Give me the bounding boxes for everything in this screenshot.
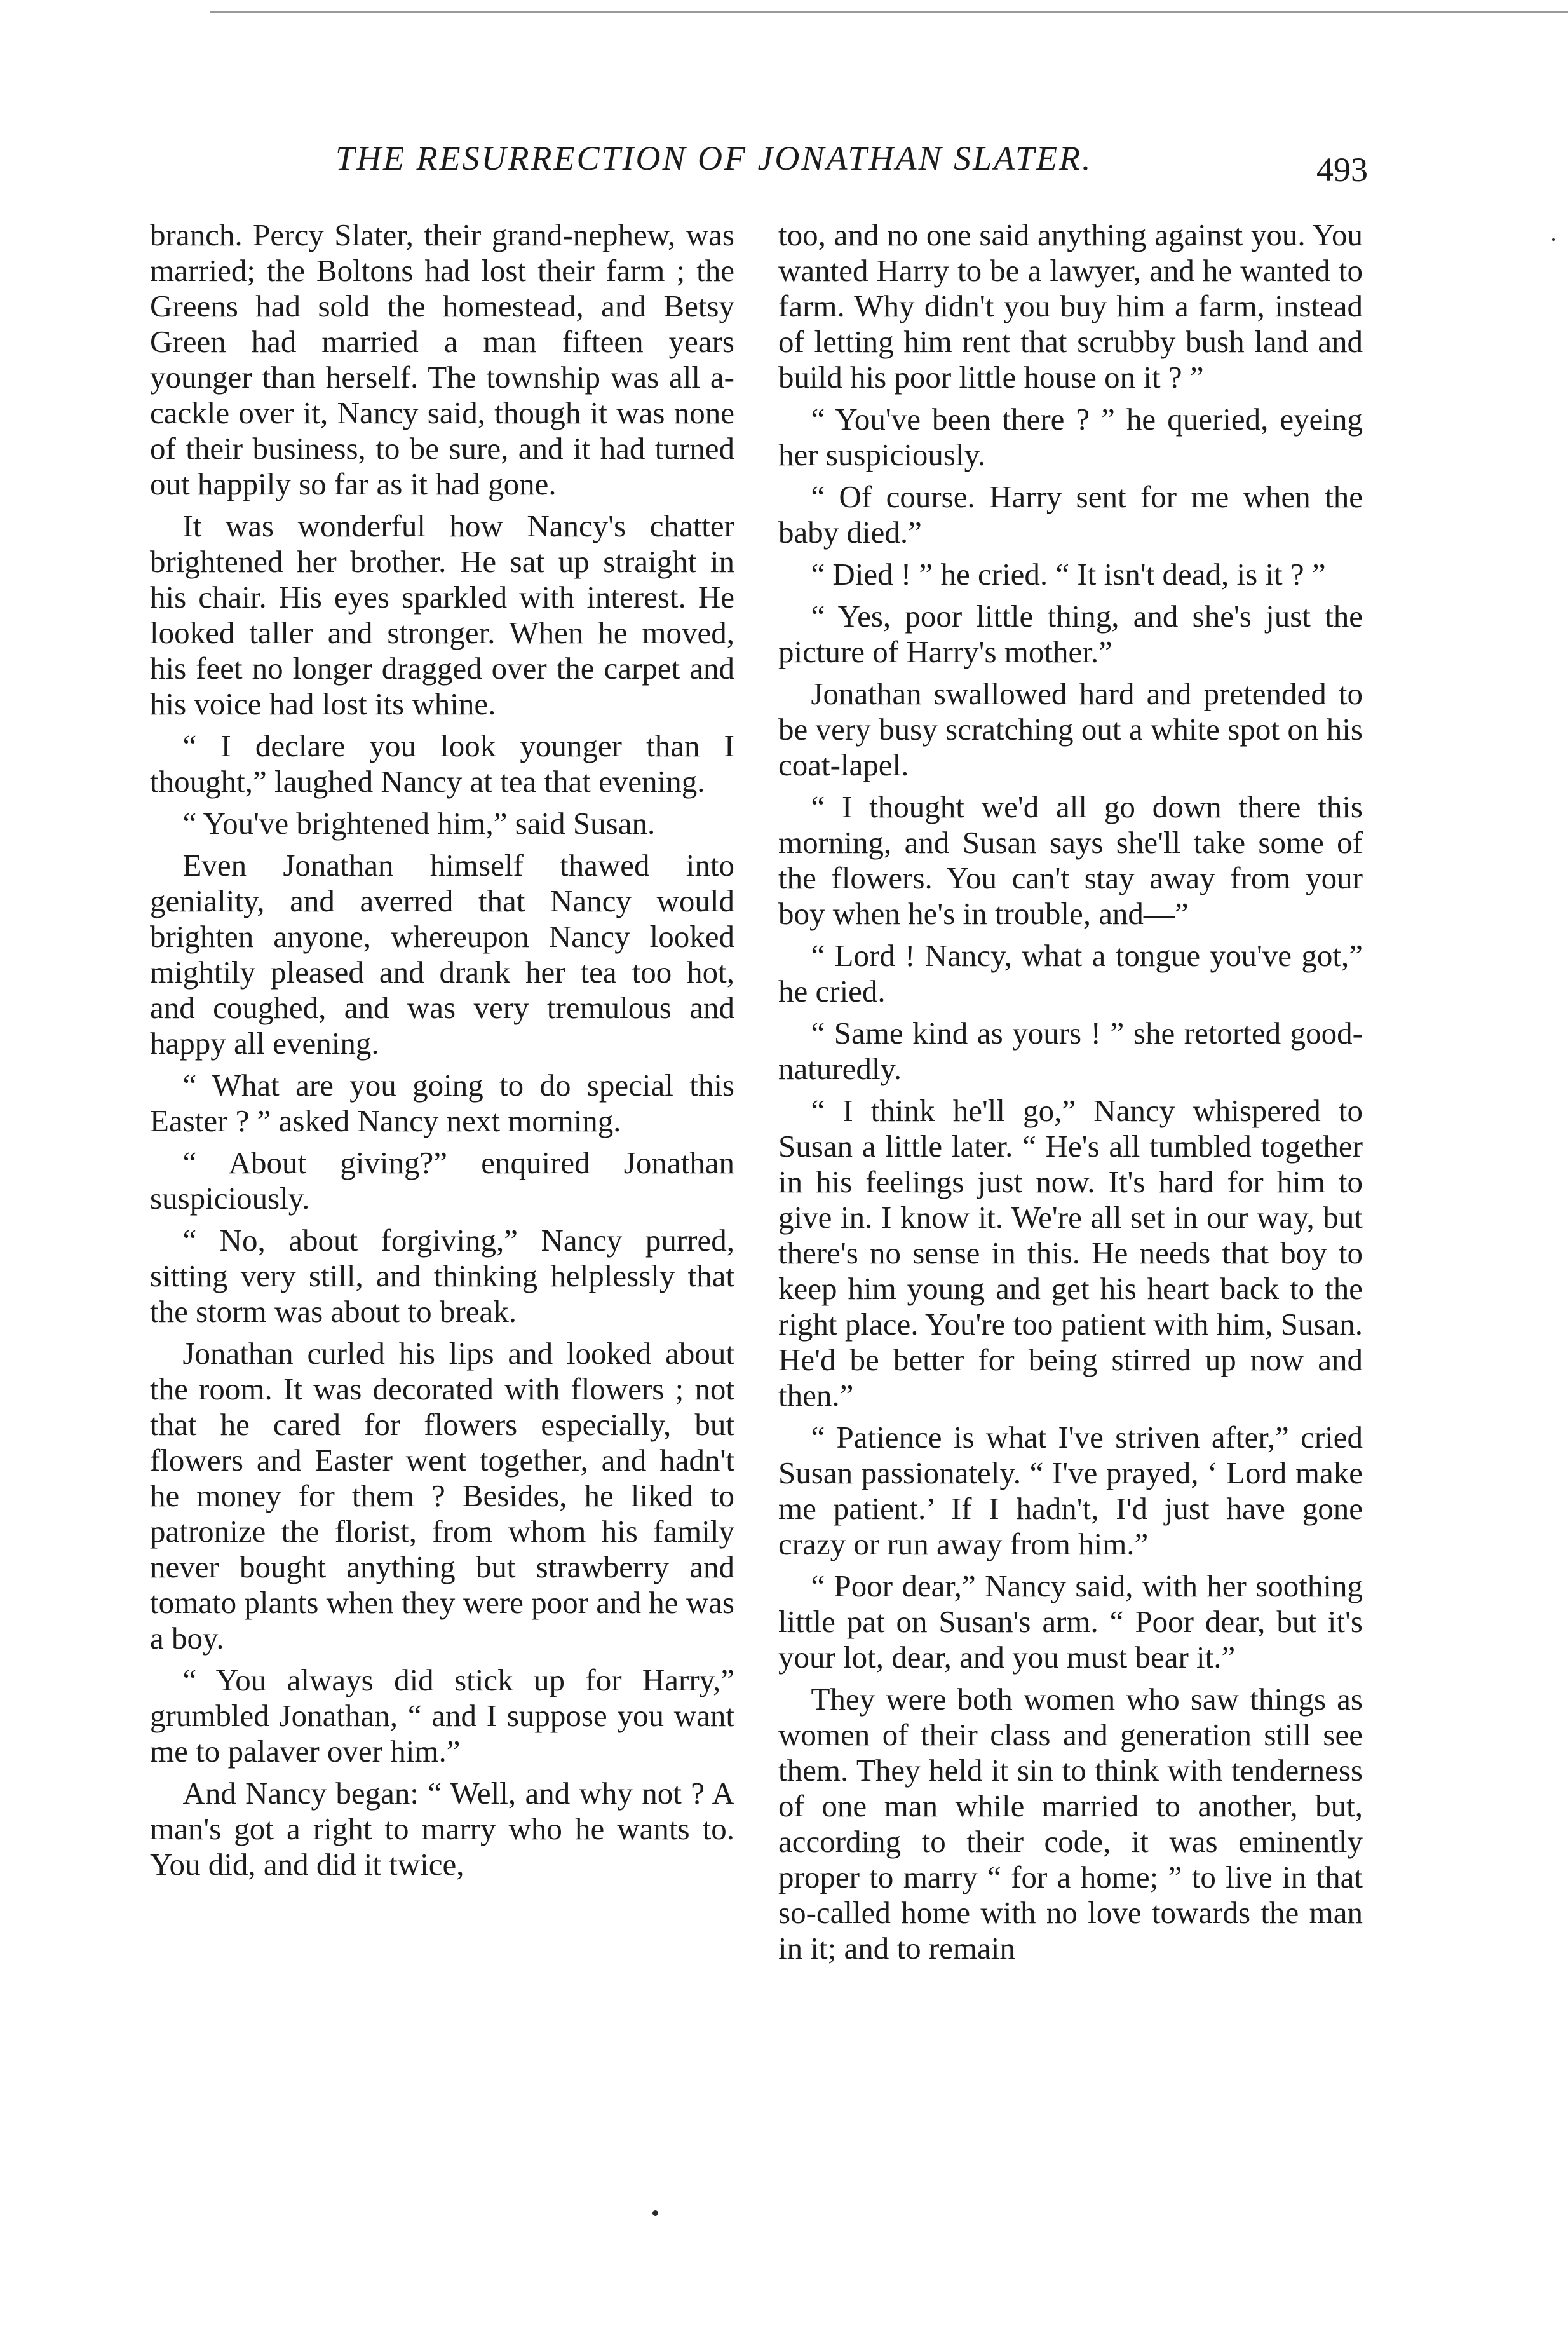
paragraph: “ I think he'll go,” Nancy whispered to Susan a little later. “ He's all tumbled together in his feelings just now. It's hard for him to give in. I know it. We're all set in our way, but there's no sense in this. He needs that boy to keep him young and get his heart back to the right place. You're too patient with him, Susan. He'd be better for being stirred up now and then.” bbox=[778, 1093, 1363, 1413]
paragraph: “ Same kind as yours ! ” she retorted good-naturedly. bbox=[778, 1016, 1363, 1086]
paragraph: too, and no one said anything against you. You wanted Harry to be a lawyer, and he wanted to farm. Why didn't you buy him a farm, instead of letting him rent that scrubby bush land and build his poor little house on it ? ” bbox=[778, 217, 1363, 395]
paragraph: “ Yes, poor little thing, and she's just the picture of Harry's mother.” bbox=[778, 599, 1363, 669]
running-head-title: THE RESURRECTION OF JONATHAN SLATER. bbox=[335, 139, 1093, 177]
paragraph: Even Jonathan himself thawed into geniality, and averred that Nancy would brighten anyone, whereupon Nancy looked mightily pleased and drank her tea too hot, and coughed, and was very tremulous and happy all evening. bbox=[150, 848, 734, 1061]
ink-speck bbox=[1552, 238, 1555, 241]
ink-speck bbox=[652, 2210, 658, 2216]
paragraph: “ What are you going to do special this Easter ? ” asked Nancy next morning. bbox=[150, 1068, 734, 1138]
paragraph: They were both women who saw things as women of their class and generation still see them. They held it sin to think with tenderness of one man while married to another, but, according to their code, it was eminently proper to marry “ for a home; ” to live in that so-called home with no love towards the man in it; and to remain bbox=[778, 1682, 1363, 1966]
paragraph: “ No, about forgiving,” Nancy purred, sitting very still, and thinking helplessly that the storm was about to break. bbox=[150, 1223, 734, 1329]
paragraph: “ I declare you look younger than I thought,” laughed Nancy at tea that evening. bbox=[150, 728, 734, 799]
paragraph: “ You always did stick up for Harry,” grumbled Jonathan, “ and I suppose you want me to palaver over him.” bbox=[150, 1663, 734, 1769]
paragraph: It was wonderful how Nancy's chatter brightened her brother. He sat up straight in his chair. His eyes sparkled with interest. He looked taller and stronger. When he moved, his feet no longer dragged over the carpet and his voice had lost its whine. bbox=[150, 508, 734, 721]
paragraph: “ You've brightened him,” said Susan. bbox=[182, 806, 656, 841]
paragraph: And Nancy began: “ Well, and why not ? A man's got a right to marry who he wants to. You did, and did it twice, bbox=[150, 1776, 734, 1882]
paragraph: “ Died ! ” he cried. “ It isn't dead, is it ? ” bbox=[811, 557, 1326, 592]
paragraph: “ Patience is what I've striven after,” cried Susan passionately. “ I've prayed, ‘ Lord make me patient.’ If I hadn't, I'd just have gone crazy or run away from him.” bbox=[778, 1420, 1363, 1561]
paragraph: Jonathan curled his lips and looked about the room. It was decorated with flowers ; not that he cared for flowers especially, but flowers and Easter went together, and hadn't he money for them ? Besides, he liked to patronize the florist, from whom his family never bought anything but strawberry and tomato plants when they were poor and he was a boy. bbox=[150, 1336, 734, 1656]
top-rule bbox=[210, 11, 1568, 13]
paragraph: “ About giving?” enquired Jonathan suspiciously. bbox=[150, 1145, 734, 1216]
paragraph: “ Lord ! Nancy, what a tongue you've got,” he cried. bbox=[778, 938, 1363, 1009]
paragraph: “ I thought we'd all go down there this morning, and Susan says she'll take some of the flowers. You can't stay away from your boy when he's in trouble, and—” bbox=[778, 789, 1363, 931]
paragraph: “ You've been there ? ” he queried, eyeing her suspiciously. bbox=[778, 402, 1363, 472]
paragraph: “ Poor dear,” Nancy said, with her soothing little pat on Susan's arm. “ Poor dear, but it's your lot, dear, and you must bear it.” bbox=[778, 1568, 1363, 1675]
page-number: 493 bbox=[1316, 151, 1368, 189]
right-column bbox=[778, 217, 1363, 1973]
left-column bbox=[150, 217, 734, 1889]
paragraph: Jonathan swallowed hard and pretended to be very busy scratching out a white spot on his coat-lapel. bbox=[778, 676, 1363, 782]
paragraph: branch. Percy Slater, their grand-nephew, was married; the Boltons had lost their farm ; the Greens had sold the homestead, and Betsy Green had married a man fifteen years younger than herself. The township was all a-cackle over it, Nancy said, though it was none of their business, to be sure, and it had turned out happily so far as it had gone. bbox=[150, 217, 734, 501]
paragraph: “ Of course. Harry sent for me when the baby died.” bbox=[778, 479, 1363, 550]
